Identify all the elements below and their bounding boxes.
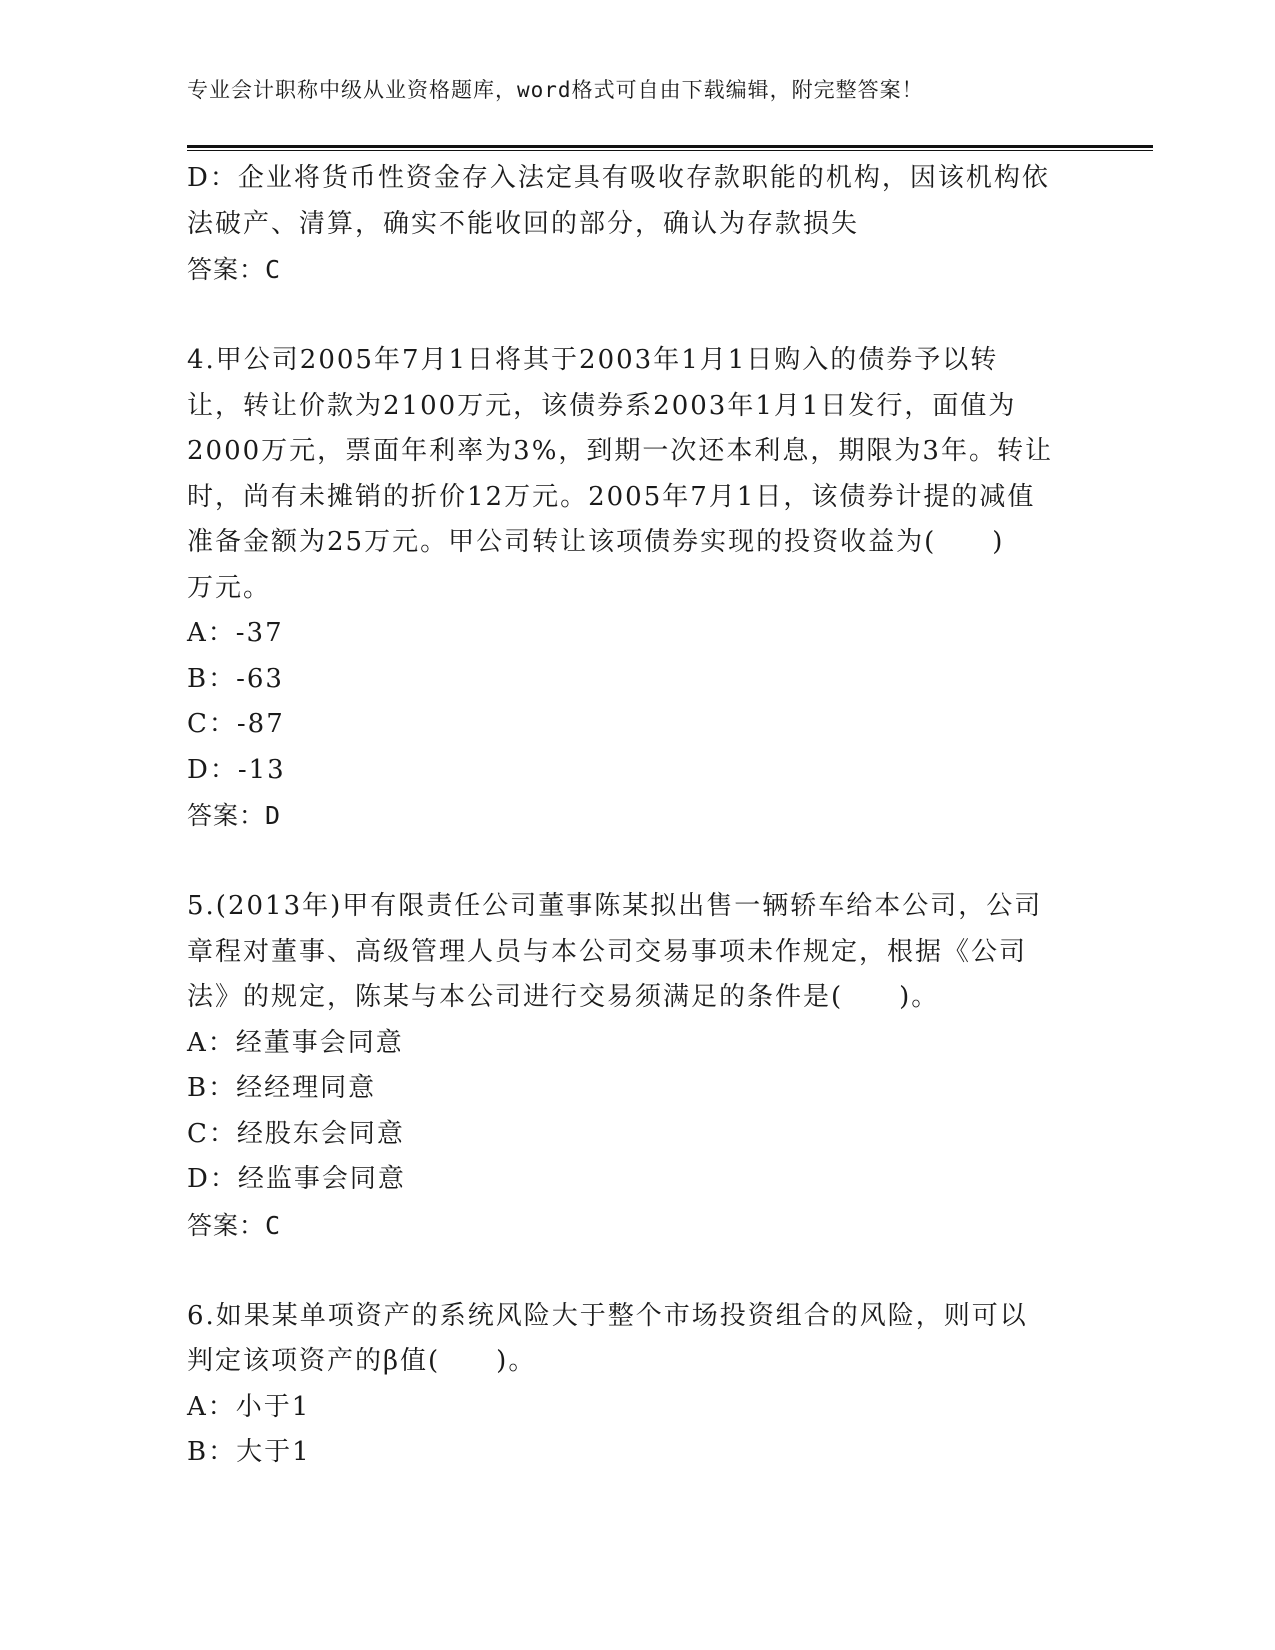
option-d: D：经监事会同意 (187, 1164, 406, 1194)
option-a: A：经董事会同意 (187, 1027, 404, 1058)
question-text-line: 6.如果某单项资产的系统风险大于整个市场投资组合的风险，则可以 (187, 1300, 1028, 1331)
option-a: A：-37 (187, 618, 284, 648)
answer-line: 答案：C (187, 255, 282, 284)
question-text-line: 万元。 (187, 572, 272, 603)
answer-line: 答案：C (187, 1210, 282, 1240)
option-c: C：-87 (187, 709, 285, 739)
question-block (187, 338, 1087, 839)
page-header: 专业会计职称中级从业资格题库，word格式可自由下载编辑，附完整答案！ (187, 78, 924, 102)
option-a: A：小于1 (187, 1391, 311, 1422)
question-text-line: 2000万元，票面年利率为3%，到期一次还本利息，期限为3年。转让 (187, 436, 1053, 466)
question-text-line: 判定该项资产的β值( )。 (187, 1346, 537, 1376)
block-spacer (187, 1248, 1087, 1294)
block-spacer (187, 293, 1087, 339)
text-line: 法破产、清算，确实不能收回的部分，确认为存款损失 (187, 208, 860, 239)
question-text-line: 5.(2013年)甲有限责任公司董事陈某拟出售一辆轿车给本公司，公司 (187, 891, 1043, 921)
option-c: C：经股东会同意 (187, 1118, 405, 1149)
option-b: B：-63 (187, 663, 284, 694)
question-text-line: 时，尚有未摊销的折价12万元。2005年7月1日，该债券计提的减值 (187, 481, 1036, 512)
header-rule-thin (187, 150, 1153, 151)
question-text-line: 章程对董事、高级管理人员与本公司交易事项未作规定，根据《公司 (187, 936, 1028, 967)
header-rule-thick (187, 145, 1153, 148)
question-text-line: 准备金额为25万元。甲公司转让该项债券实现的投资收益为( ) (187, 527, 1005, 557)
question-text-line: 让，转让价款为2100万元，该债券系2003年1月1日发行，面值为 (187, 390, 1017, 421)
question-content (187, 156, 1087, 1476)
option-b: B：大于1 (187, 1437, 311, 1467)
option-d: D：-13 (187, 754, 286, 785)
question-block (187, 156, 1087, 293)
question-text-line: 法》的规定，陈某与本公司进行交易须满足的条件是( )。 (187, 982, 940, 1012)
question-block (187, 1294, 1087, 1476)
text-line: D：企业将货币性资金存入法定具有吸收存款职能的机构，因该机构依 (187, 163, 1050, 193)
question-text-line: 4.甲公司2005年7月1日将其于2003年1月1日购入的债券予以转 (187, 345, 999, 375)
block-spacer (187, 839, 1087, 885)
answer-line: 答案：D (187, 801, 282, 830)
question-block (187, 884, 1087, 1248)
option-b: B：经经理同意 (187, 1073, 377, 1103)
